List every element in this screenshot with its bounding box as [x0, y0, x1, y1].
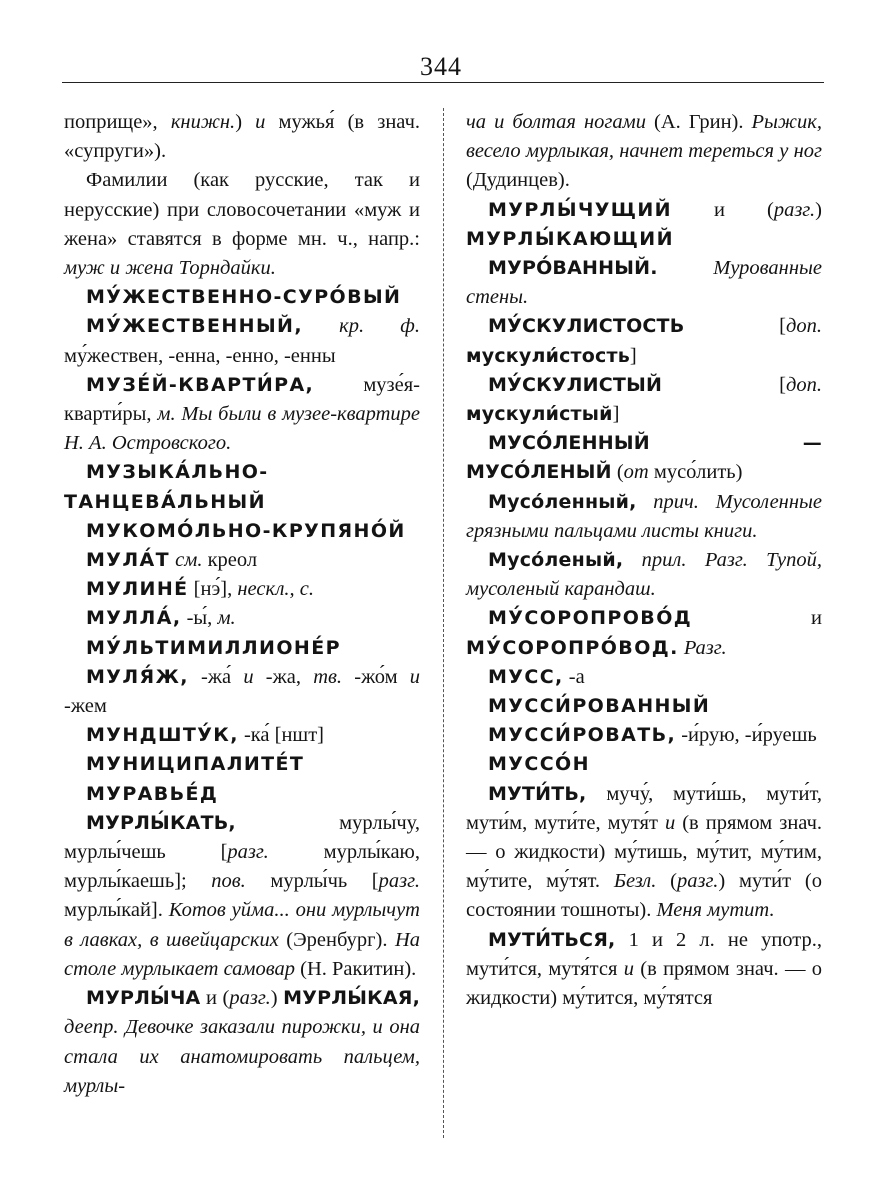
text: нескл., с. [237, 578, 314, 601]
entry [466, 721, 822, 750]
text: доп. [786, 315, 822, 338]
headword-variant: МУРЛЫ́КАЮЩИЙ [466, 227, 674, 250]
text: (в прямом знач. — о жидкости) му́тится, му́тятся [466, 957, 823, 1010]
text: -жо́м [342, 665, 410, 688]
headword: МУЛЛА́, [86, 607, 182, 630]
text: ] [629, 344, 637, 367]
headword: МУ́СОРОПРОВО́Д [488, 607, 693, 630]
left-column [64, 108, 420, 1101]
entry [64, 312, 420, 370]
text [658, 257, 714, 279]
entry [64, 604, 420, 633]
text: поприще», [64, 111, 171, 133]
headword: МУССИ́РОВАННЫЙ [488, 695, 711, 718]
text: Фамилии (как русские, так и нерусские) при словосочетании «муж и жена» ставятся в форме мн. ч., напр.: [64, 169, 420, 250]
entry [466, 780, 822, 926]
text: Меня мутит. [656, 899, 775, 922]
text: разг. [677, 870, 719, 893]
text: креол [202, 549, 258, 572]
entry [64, 283, 420, 312]
text: и [692, 607, 822, 630]
entry [466, 488, 822, 546]
text: мучу́, мути́шь, мути́т, мути́м, мути́те, мутя́т [466, 782, 822, 834]
text: -ы́, [181, 607, 218, 630]
text: разг. [773, 198, 816, 221]
text: разг. [378, 870, 420, 893]
text: мусо́лить) [648, 461, 743, 484]
text: -жа́ [188, 665, 244, 688]
text: тв. [313, 665, 343, 688]
text: и [409, 665, 421, 688]
text: му́жествен, -енна, -енно, -енны [64, 344, 336, 367]
entry [64, 721, 420, 750]
headword: МУЗЫКА́ЛЬНО-ТАНЦЕВА́ЛЬНЫЙ [64, 461, 269, 513]
headword: МУ́СКУЛИСТОСТЬ [488, 315, 685, 338]
text: На столе мурлыкает самовар [64, 928, 420, 980]
text: ( [611, 461, 624, 484]
text: -и́рую, -и́руешь [676, 724, 817, 747]
headword: МУРЛЫ́ЧУЩИЙ [488, 198, 672, 221]
headword: МУРАВЬЕ́Д [86, 782, 219, 805]
text: ) [815, 198, 822, 221]
text [623, 549, 641, 571]
entry [466, 926, 822, 1014]
entry [466, 254, 822, 312]
text: мурлы́чу, мурлы́чешь [ [64, 811, 420, 864]
text: мурлы́кай]. [64, 899, 169, 922]
text: ча и болтая ногами [466, 111, 646, 133]
text: и ( [671, 198, 774, 221]
text: Котов уйма... они мурлычут в лавках, в швейцарских [64, 899, 420, 951]
text: -ка́ [ншт] [238, 724, 325, 747]
text: -жем [64, 695, 107, 718]
text: (Дудинцев). [466, 169, 570, 192]
text: и ( [200, 987, 230, 1010]
headword: МУНДШТУ́К, [86, 724, 239, 747]
text: музе́я-кварти́ры, [64, 373, 420, 426]
entry [64, 780, 420, 809]
text: прич. Мусоленные грязными пальцами листы книги. [466, 490, 823, 542]
entry [64, 546, 420, 575]
headword: МУТИ́ТЬ, [488, 782, 587, 805]
entry [466, 546, 822, 604]
headword: МУЛА́Т [86, 549, 171, 572]
text: м. Мы были в музее-квартире Н. А. Островского. [64, 403, 420, 455]
headword: МУНИЦИПАЛИТЕ́Т [86, 753, 305, 776]
note-paragraph [64, 166, 420, 283]
page-number: 344 [420, 52, 462, 81]
headword-variant: МУ́СОРОПРО́ВОД. [466, 636, 679, 659]
text: и [664, 811, 676, 834]
headword: Мусо́леный, [488, 549, 624, 572]
text [303, 315, 339, 337]
headword-variant: МУРЛЫ́КАЯ, [283, 987, 420, 1010]
headword: МУ́ЛЬТИМИЛЛИОНЕ́Р [86, 636, 341, 659]
headword: МУРЛЫ́КАТЬ, [86, 811, 236, 834]
text: мужья́ (в знач. «супруги»). [64, 111, 421, 163]
entry [466, 692, 822, 721]
headword-variant: мускули́стость [466, 344, 630, 367]
entry [466, 312, 822, 370]
entry [466, 196, 822, 254]
text: (Эренбург). [278, 928, 395, 951]
text: (А. Грин). [645, 111, 752, 133]
text: и [623, 957, 634, 980]
text: ( [656, 870, 677, 893]
text: и [255, 111, 266, 133]
entry [466, 429, 822, 487]
entry [466, 371, 822, 429]
headword: МУССО́Н [488, 753, 590, 776]
entry [64, 750, 420, 779]
entry [64, 371, 420, 459]
text: (в прямом знач. — о жидкости) му́тишь, му́тит, му́тим, му́тите, му́тят. [466, 811, 823, 893]
text: и [243, 665, 254, 688]
headword: МУТИ́ТЬСЯ, [488, 928, 616, 951]
headword: МУСО́ЛЕННЫЙ — МУСО́ЛЕНЫЙ [466, 432, 822, 484]
headword-variant: мускули́стый [466, 403, 613, 426]
text: муж и жена Торндайки. [64, 257, 276, 280]
entry [64, 809, 420, 984]
entry [64, 458, 420, 516]
headword: МУЗЕ́Й-КВАРТИ́РА, [86, 373, 315, 396]
text: доп. [786, 373, 822, 396]
text: [нэ́], [188, 578, 238, 601]
text: [ [684, 315, 786, 338]
headword: МУЛИНЕ́ [86, 578, 189, 601]
text: (Н. Ракитин). [295, 957, 417, 980]
entry [64, 663, 420, 721]
headword: МУРЛЫ́ЧА [86, 987, 201, 1010]
text: м. [217, 607, 236, 630]
text [637, 491, 654, 513]
headword: МУКОМО́ЛЬНО-КРУПЯНО́Й [86, 519, 406, 542]
text: [ [662, 373, 786, 396]
text: кр. ф. [339, 315, 420, 338]
text: прил. Разг. Тупой, мусоленый карандаш. [466, 549, 823, 601]
text: от [623, 461, 649, 484]
continuation-paragraph [466, 108, 822, 196]
text: ) мути́т (о состоянии тошноты). [466, 870, 823, 922]
text: см. [175, 549, 203, 572]
headword: МУЛЯ́Ж, [86, 665, 189, 688]
column-divider [443, 108, 444, 1138]
text: мурлы́чь [ [245, 870, 379, 893]
entry [466, 604, 822, 662]
text: мурлы́каю, мурлы́каешь]; [64, 841, 420, 893]
entry [64, 634, 420, 663]
headword: МУРО́ВАННЫЙ. [488, 257, 658, 280]
headword: МУСС, [488, 665, 564, 688]
text: пов. [211, 870, 246, 893]
text: ] [612, 403, 620, 426]
entry [64, 517, 420, 546]
header-rule [62, 82, 824, 83]
text: Разг. [683, 636, 727, 659]
entry [64, 575, 420, 604]
headword: Мусо́ленный, [488, 490, 637, 513]
text: деепр. Девочке заказали пирожки, и она стала их анатомировать пальцем, мурлы- [64, 1016, 420, 1097]
entry [64, 984, 420, 1101]
headword: МУ́СКУЛИСТЫЙ [488, 373, 663, 396]
continuation-paragraph [64, 108, 420, 166]
headword: МУ́ЖЕСТВЕННЫЙ, [86, 315, 303, 338]
text: книжн. [170, 111, 236, 133]
text: -жа, [253, 665, 314, 688]
text: Рыжик, весело мурлыкая, начнет тереться у ног [466, 111, 822, 163]
right-column [466, 108, 822, 1013]
text: разг. [227, 841, 269, 864]
text: 1 и 2 л. не употр., мути́тся, мутя́тся [466, 928, 822, 980]
entry [466, 750, 822, 779]
text: разг. [229, 987, 271, 1010]
headword: МУ́ЖЕСТВЕННО-СУРО́ВЫЙ [86, 286, 402, 309]
headword: МУССИ́РОВАТЬ, [488, 724, 677, 747]
text: Мурованные стены. [466, 257, 822, 309]
text: ) [235, 111, 256, 133]
text: -а [563, 665, 585, 688]
entry [466, 663, 822, 692]
text: Безл. [613, 870, 657, 893]
text: ) [270, 987, 284, 1010]
